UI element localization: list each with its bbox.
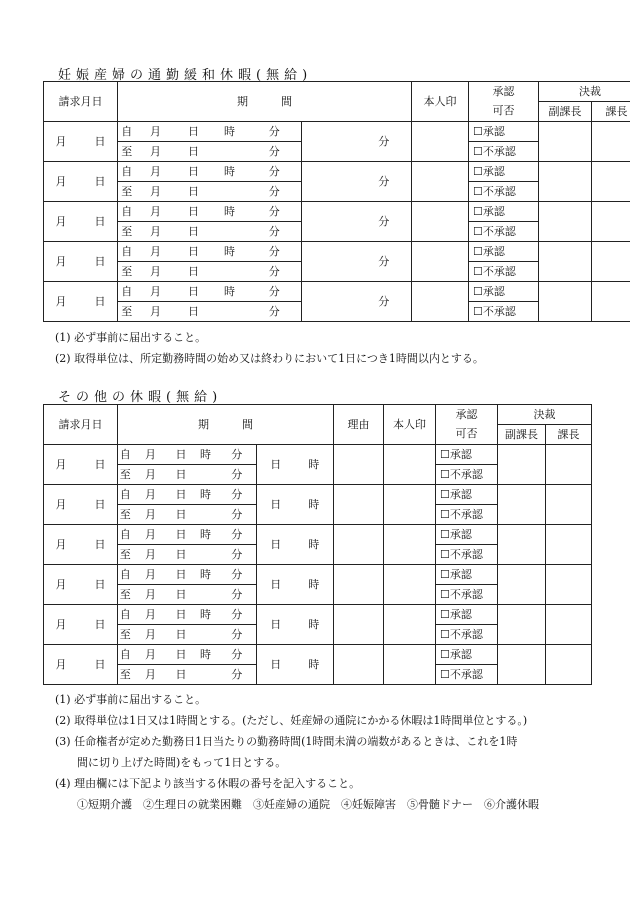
vice-chief-stamp-cell <box>498 645 546 685</box>
month-label: 月 <box>136 242 176 262</box>
day-label: 日 <box>94 294 106 308</box>
month-label: 月 <box>133 625 169 645</box>
seal-cell <box>384 645 436 685</box>
reject-checkbox: ☐不承認 <box>436 585 498 605</box>
month-label: 月 <box>133 545 169 565</box>
hour-blank <box>194 585 218 605</box>
day-label: 日 <box>94 254 106 268</box>
note-item: (2) 取得単位は、所定勤務時間の始め又は終わりにおいて1日につき1時間以内とする。 <box>55 352 484 365</box>
reason-cell <box>334 605 384 645</box>
day-label: 日 <box>94 497 106 511</box>
approve-checkbox: ☐承認 <box>469 122 539 142</box>
day-label: 日 <box>169 645 194 665</box>
to-label: 至 <box>118 625 133 645</box>
duration-day-label: 日 <box>257 445 295 485</box>
duration-day-label: 日 <box>257 525 295 565</box>
month-label: 月 <box>55 537 67 551</box>
minute-label: 分 <box>248 182 302 202</box>
day-label: 日 <box>176 282 212 302</box>
month-label: 月 <box>136 202 176 222</box>
duration-minute-label: 分 <box>357 242 412 282</box>
hour-blank <box>194 465 218 485</box>
reject-checkbox: ☐不承認 <box>469 222 539 242</box>
month-label: 月 <box>133 645 169 665</box>
minute-label: 分 <box>218 545 257 565</box>
note-item: 間に切り上げた時間)をもって1日とする。 <box>77 756 287 769</box>
table-row <box>44 645 592 665</box>
duration-day-label: 日 <box>257 565 295 605</box>
vice-chief-stamp-cell <box>539 282 592 322</box>
approve-checkbox: ☐承認 <box>436 565 498 585</box>
duration-hour-label: 時 <box>295 445 334 485</box>
day-label: 日 <box>94 214 106 228</box>
month-label: 月 <box>55 214 67 228</box>
to-label: 至 <box>118 262 136 282</box>
seal-cell <box>412 202 469 242</box>
from-label: 自 <box>118 202 136 222</box>
to-label: 至 <box>118 302 136 322</box>
chief-stamp-cell <box>592 242 630 282</box>
header-chief: 課長 <box>592 102 630 122</box>
day-label: 日 <box>169 505 194 525</box>
hour-blank <box>194 505 218 525</box>
table-row <box>44 605 592 625</box>
hour-label: 時 <box>194 525 218 545</box>
note-item: (4) 理由欄には下記より該当する休暇の番号を記入すること。 <box>55 777 361 790</box>
minute-label: 分 <box>218 645 257 665</box>
day-label: 日 <box>176 222 212 242</box>
request-date-cell <box>44 605 118 645</box>
day-label: 日 <box>176 242 212 262</box>
from-label: 自 <box>118 445 133 465</box>
note-item: (1) 必ず事前に届出すること。 <box>55 331 207 344</box>
hour-blank <box>194 665 218 685</box>
minute-label: 分 <box>248 222 302 242</box>
reject-checkbox: ☐不承認 <box>469 182 539 202</box>
seal-cell <box>412 122 469 162</box>
header-approval-bottom: 可否 <box>436 425 498 445</box>
vice-chief-stamp-cell <box>498 485 546 525</box>
vice-chief-stamp-cell <box>498 605 546 645</box>
header-reason: 理由 <box>334 405 384 445</box>
minute-label: 分 <box>248 162 302 182</box>
month-label: 月 <box>133 505 169 525</box>
month-label: 月 <box>133 605 169 625</box>
request-date-cell <box>44 282 118 322</box>
seal-cell <box>384 485 436 525</box>
request-date-cell <box>44 162 118 202</box>
table-row <box>44 202 630 222</box>
day-label: 日 <box>176 162 212 182</box>
hour-label: 時 <box>194 445 218 465</box>
duration-blank <box>302 242 357 282</box>
chief-stamp-cell <box>592 162 630 202</box>
vice-chief-stamp-cell <box>539 162 592 202</box>
hour-blank <box>212 142 248 162</box>
day-label: 日 <box>169 605 194 625</box>
reject-checkbox: ☐不承認 <box>469 262 539 282</box>
duration-blank <box>302 122 357 162</box>
hour-label: 時 <box>194 605 218 625</box>
day-label: 日 <box>94 577 106 591</box>
minute-label: 分 <box>218 445 257 465</box>
seal-cell <box>384 525 436 565</box>
chief-stamp-cell <box>546 485 592 525</box>
day-label: 日 <box>169 665 194 685</box>
reject-checkbox: ☐不承認 <box>436 465 498 485</box>
hour-blank <box>212 262 248 282</box>
month-label: 月 <box>133 565 169 585</box>
approve-checkbox: ☐承認 <box>469 162 539 182</box>
duration-blank <box>302 162 357 202</box>
duration-hour-label: 時 <box>295 485 334 525</box>
chief-stamp-cell <box>546 645 592 685</box>
duration-day-label: 日 <box>257 605 295 645</box>
to-label: 至 <box>118 182 136 202</box>
hour-blank <box>194 625 218 645</box>
chief-stamp-cell <box>592 202 630 242</box>
duration-hour-label: 時 <box>295 605 334 645</box>
day-label: 日 <box>176 122 212 142</box>
day-label: 日 <box>169 585 194 605</box>
month-label: 月 <box>55 134 67 148</box>
day-label: 日 <box>169 445 194 465</box>
request-date-cell <box>44 242 118 282</box>
note-item: (2) 取得単位は1日又は1時間とする。(ただし、妊産婦の通院にかかる休暇は1時間単位とする。) <box>55 714 528 727</box>
day-label: 日 <box>94 537 106 551</box>
approve-checkbox: ☐承認 <box>436 525 498 545</box>
reject-checkbox: ☐不承認 <box>436 505 498 525</box>
month-label: 月 <box>136 282 176 302</box>
from-label: 自 <box>118 122 136 142</box>
table-row <box>44 525 592 545</box>
day-label: 日 <box>169 545 194 565</box>
note-item: (3) 任命権者が定めた勤務日1日当たりの勤務時間(1時間未満の端数があるときは、これを1時 <box>55 735 518 748</box>
to-label: 至 <box>118 585 133 605</box>
reject-checkbox: ☐不承認 <box>436 625 498 645</box>
request-date-cell <box>44 202 118 242</box>
day-label: 日 <box>94 174 106 188</box>
seal-cell <box>412 282 469 322</box>
minute-label: 分 <box>218 525 257 545</box>
approve-checkbox: ☐承認 <box>469 282 539 302</box>
from-label: 自 <box>118 565 133 585</box>
vice-chief-stamp-cell <box>498 525 546 565</box>
to-label: 至 <box>118 505 133 525</box>
minute-label: 分 <box>218 565 257 585</box>
reason-cell <box>334 525 384 565</box>
month-label: 月 <box>136 262 176 282</box>
seal-cell <box>384 605 436 645</box>
reject-checkbox: ☐不承認 <box>436 665 498 685</box>
section2-notes <box>55 689 539 815</box>
approve-checkbox: ☐承認 <box>436 605 498 625</box>
month-label: 月 <box>136 302 176 322</box>
month-label: 月 <box>55 294 67 308</box>
from-label: 自 <box>118 645 133 665</box>
hour-label: 時 <box>212 122 248 142</box>
chief-stamp-cell <box>592 122 630 162</box>
request-date-cell <box>44 525 118 565</box>
reject-checkbox: ☐不承認 <box>469 142 539 162</box>
table-row <box>44 162 630 182</box>
commute-leave-table <box>43 81 630 322</box>
to-label: 至 <box>118 142 136 162</box>
hour-label: 時 <box>212 282 248 302</box>
approve-checkbox: ☐承認 <box>469 242 539 262</box>
minute-label: 分 <box>248 142 302 162</box>
minute-label: 分 <box>248 262 302 282</box>
month-label: 月 <box>136 122 176 142</box>
table-row <box>44 485 592 505</box>
minute-label: 分 <box>218 625 257 645</box>
header-request-date: 請求月日 <box>44 405 118 445</box>
month-label: 月 <box>133 525 169 545</box>
seal-cell <box>412 242 469 282</box>
other-leave-table <box>43 404 592 685</box>
reason-cell <box>334 445 384 485</box>
approve-checkbox: ☐承認 <box>436 445 498 465</box>
table-row <box>44 122 630 142</box>
request-date-cell <box>44 565 118 605</box>
duration-day-label: 日 <box>257 645 295 685</box>
day-label: 日 <box>176 202 212 222</box>
day-label: 日 <box>176 182 212 202</box>
month-label: 月 <box>133 465 169 485</box>
section1-title: 妊娠産婦の通勤緩和休暇(無給) <box>58 68 313 83</box>
hour-blank <box>212 302 248 322</box>
to-label: 至 <box>118 545 133 565</box>
to-label: 至 <box>118 465 133 485</box>
from-label: 自 <box>118 282 136 302</box>
chief-stamp-cell <box>546 525 592 565</box>
month-label: 月 <box>136 162 176 182</box>
hour-blank <box>212 222 248 242</box>
hour-label: 時 <box>212 162 248 182</box>
reject-checkbox: ☐不承認 <box>469 302 539 322</box>
from-label: 自 <box>118 162 136 182</box>
month-label: 月 <box>133 585 169 605</box>
day-label: 日 <box>169 565 194 585</box>
month-label: 月 <box>55 254 67 268</box>
table-row <box>44 242 630 262</box>
reason-cell <box>334 645 384 685</box>
month-label: 月 <box>55 617 67 631</box>
month-label: 月 <box>55 657 67 671</box>
section1-notes <box>55 327 484 369</box>
vice-chief-stamp-cell <box>498 445 546 485</box>
month-label: 月 <box>136 142 176 162</box>
day-label: 日 <box>176 142 212 162</box>
header-approval-top: 承認 <box>469 82 539 102</box>
duration-minute-label: 分 <box>357 202 412 242</box>
duration-blank <box>302 282 357 322</box>
vice-chief-stamp-cell <box>498 565 546 605</box>
month-label: 月 <box>55 577 67 591</box>
request-date-cell <box>44 645 118 685</box>
seal-cell <box>384 445 436 485</box>
duration-minute-label: 分 <box>357 282 412 322</box>
request-date-cell <box>44 485 118 525</box>
month-label: 月 <box>55 457 67 471</box>
header-period: 期 間 <box>118 82 412 122</box>
table-row <box>44 565 592 585</box>
minute-label: 分 <box>218 485 257 505</box>
section2-title: その他の休暇(無給) <box>58 390 223 405</box>
day-label: 日 <box>169 465 194 485</box>
to-label: 至 <box>118 665 133 685</box>
duration-blank <box>302 202 357 242</box>
header-decision: 決裁 <box>498 405 592 425</box>
header-request-date: 請求月日 <box>44 82 118 122</box>
vice-chief-stamp-cell <box>539 202 592 242</box>
day-label: 日 <box>176 262 212 282</box>
month-label: 月 <box>133 445 169 465</box>
chief-stamp-cell <box>546 605 592 645</box>
header-vice-chief: 副課長 <box>539 102 592 122</box>
month-label: 月 <box>133 485 169 505</box>
duration-minute-label: 分 <box>357 162 412 202</box>
from-label: 自 <box>118 605 133 625</box>
vice-chief-stamp-cell <box>539 122 592 162</box>
month-label: 月 <box>55 497 67 511</box>
seal-cell <box>384 565 436 605</box>
header-decision: 決裁 <box>539 82 630 102</box>
duration-hour-label: 時 <box>295 525 334 565</box>
chief-stamp-cell <box>546 565 592 605</box>
reason-cell <box>334 485 384 525</box>
minute-label: 分 <box>218 605 257 625</box>
vice-chief-stamp-cell <box>539 242 592 282</box>
day-label: 日 <box>94 617 106 631</box>
approve-checkbox: ☐承認 <box>436 645 498 665</box>
minute-label: 分 <box>218 665 257 685</box>
table-row <box>44 445 592 465</box>
day-label: 日 <box>169 625 194 645</box>
day-label: 日 <box>94 457 106 471</box>
from-label: 自 <box>118 485 133 505</box>
month-label: 月 <box>133 665 169 685</box>
hour-blank <box>212 182 248 202</box>
chief-stamp-cell <box>546 445 592 485</box>
hour-label: 時 <box>194 485 218 505</box>
header-seal: 本人印 <box>412 82 469 122</box>
from-label: 自 <box>118 525 133 545</box>
month-label: 月 <box>136 182 176 202</box>
hour-label: 時 <box>212 202 248 222</box>
hour-blank <box>194 545 218 565</box>
header-seal: 本人印 <box>384 405 436 445</box>
day-label: 日 <box>169 525 194 545</box>
to-label: 至 <box>118 222 136 242</box>
reject-checkbox: ☐不承認 <box>436 545 498 565</box>
hour-label: 時 <box>194 645 218 665</box>
day-label: 日 <box>169 485 194 505</box>
minute-label: 分 <box>248 122 302 142</box>
hour-label: 時 <box>194 565 218 585</box>
header-vice-chief: 副課長 <box>498 425 546 445</box>
table-row <box>44 282 630 302</box>
duration-hour-label: 時 <box>295 565 334 605</box>
request-date-cell <box>44 445 118 485</box>
duration-minute-label: 分 <box>357 122 412 162</box>
minute-label: 分 <box>248 282 302 302</box>
minute-label: 分 <box>248 202 302 222</box>
duration-day-label: 日 <box>257 485 295 525</box>
header-chief: 課長 <box>546 425 592 445</box>
chief-stamp-cell <box>592 282 630 322</box>
header-period: 期 間 <box>118 405 334 445</box>
leave-type-list: ①短期介護 ②生理日の就業困難 ③妊産婦の通院 ④妊娠障害 ⑤骨髄ドナー ⑥介護休暇 <box>77 798 539 811</box>
month-label: 月 <box>136 222 176 242</box>
minute-label: 分 <box>218 585 257 605</box>
minute-label: 分 <box>218 465 257 485</box>
day-label: 日 <box>94 134 106 148</box>
duration-hour-label: 時 <box>295 645 334 685</box>
minute-label: 分 <box>248 302 302 322</box>
request-date-cell <box>44 122 118 162</box>
header-approval-bottom: 可否 <box>469 102 539 122</box>
hour-label: 時 <box>212 242 248 262</box>
day-label: 日 <box>94 657 106 671</box>
seal-cell <box>412 162 469 202</box>
approve-checkbox: ☐承認 <box>436 485 498 505</box>
approve-checkbox: ☐承認 <box>469 202 539 222</box>
header-approval-top: 承認 <box>436 405 498 425</box>
minute-label: 分 <box>218 505 257 525</box>
minute-label: 分 <box>248 242 302 262</box>
note-item: (1) 必ず事前に届出すること。 <box>55 693 207 706</box>
from-label: 自 <box>118 242 136 262</box>
reason-cell <box>334 565 384 605</box>
day-label: 日 <box>176 302 212 322</box>
month-label: 月 <box>55 174 67 188</box>
